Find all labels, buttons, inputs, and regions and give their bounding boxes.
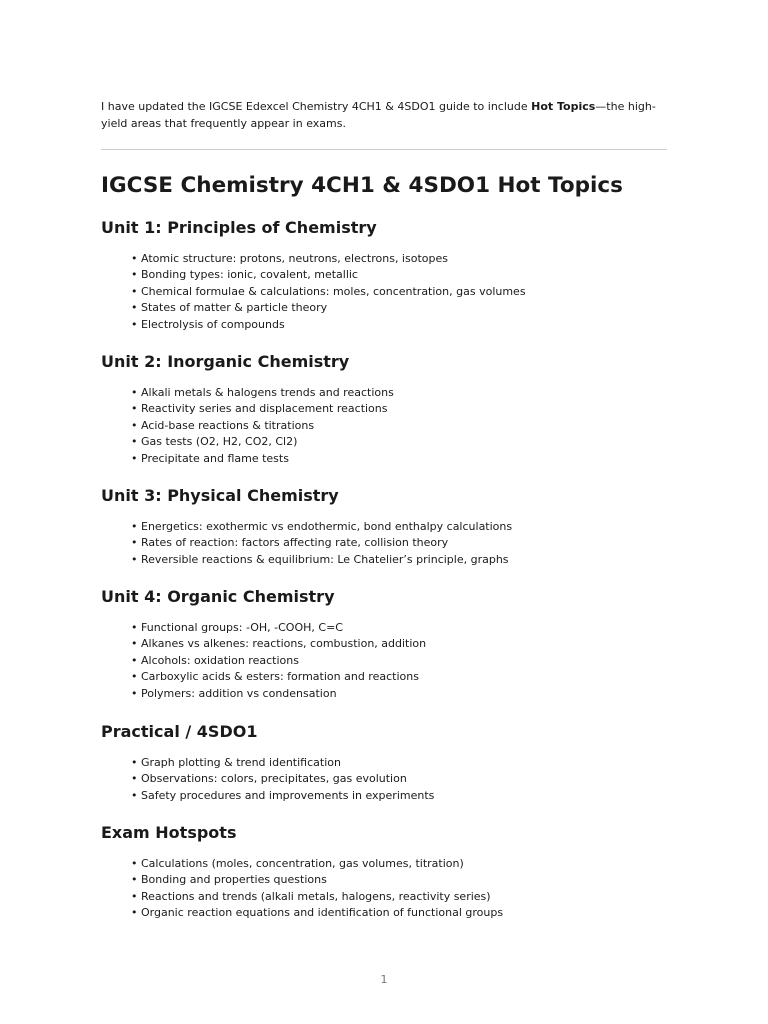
list-item: • Acid-base reactions & titrations xyxy=(131,418,671,434)
section-exam-hotspots xyxy=(101,822,667,920)
list-item: • Bonding and properties questions xyxy=(131,872,671,888)
horizontal-divider xyxy=(101,149,667,150)
document-title: IGCSE Chemistry 4CH1 & 4SDO1 Hot Topics xyxy=(101,173,623,198)
intro-text-bold: Hot Topics xyxy=(531,100,596,113)
section-unit-3 xyxy=(101,485,667,566)
list-item: • Calculations (moles, concentration, gas volumes, titration) xyxy=(131,856,671,872)
list-item: • Reactivity series and displacement reactions xyxy=(131,401,671,417)
bullet-list xyxy=(131,856,671,922)
list-item: • Functional groups: -OH, -COOH, C=C xyxy=(131,620,671,636)
list-item: • Observations: colors, precipitates, gas evolution xyxy=(131,771,671,787)
page-number: 1 xyxy=(380,973,388,986)
list-item: • Reversible reactions & equilibrium: Le Chatelier’s principle, graphs xyxy=(131,552,671,568)
list-item: • Alkali metals & halogens trends and reactions xyxy=(131,385,671,401)
section-heading: Unit 3: Physical Chemistry xyxy=(101,486,339,505)
list-item: • Rates of reaction: factors affecting rate, collision theory xyxy=(131,535,671,551)
list-item: • Bonding types: ionic, covalent, metallic xyxy=(131,267,671,283)
bullet-list xyxy=(131,385,671,467)
section-heading: Unit 1: Principles of Chemistry xyxy=(101,218,377,237)
list-item: • Energetics: exothermic vs endothermic, bond enthalpy calculations xyxy=(131,519,671,535)
bullet-list xyxy=(131,251,671,333)
intro-text-after: —the high-yield areas that frequently appear in exams. xyxy=(101,100,656,130)
list-item: • Graph plotting & trend identification xyxy=(131,755,671,771)
list-item: • Safety procedures and improvements in experiments xyxy=(131,788,671,804)
intro-paragraph xyxy=(101,98,671,132)
section-unit-4 xyxy=(101,586,667,700)
list-item: • Gas tests (O2, H2, CO2, Cl2) xyxy=(131,434,671,450)
section-heading: Unit 4: Organic Chemistry xyxy=(101,587,335,606)
bullet-list xyxy=(131,519,671,568)
section-heading: Unit 2: Inorganic Chemistry xyxy=(101,352,350,371)
list-item: • Chemical formulae & calculations: moles, concentration, gas volumes xyxy=(131,284,671,300)
list-item: • Precipitate and flame tests xyxy=(131,451,671,467)
section-unit-1 xyxy=(101,217,667,331)
list-item: • Organic reaction equations and identification of functional groups xyxy=(131,905,671,921)
list-item: • Reactions and trends (alkali metals, halogens, reactivity series) xyxy=(131,889,671,905)
bullet-list xyxy=(131,755,671,804)
intro-text-before: I have updated the IGCSE Edexcel Chemistry 4CH1 & 4SDO1 guide to include xyxy=(101,100,532,113)
list-item: • Polymers: addition vs condensation xyxy=(131,686,671,702)
list-item: • Alcohols: oxidation reactions xyxy=(131,653,671,669)
section-heading: Exam Hotspots xyxy=(101,823,237,842)
section-practical xyxy=(101,721,667,802)
list-item: • Carboxylic acids & esters: formation and reactions xyxy=(131,669,671,685)
section-heading: Practical / 4SDO1 xyxy=(101,722,258,741)
list-item: • Electrolysis of compounds xyxy=(131,317,671,333)
list-item: • States of matter & particle theory xyxy=(131,300,671,316)
section-unit-2 xyxy=(101,351,667,465)
list-item: • Alkanes vs alkenes: reactions, combustion, addition xyxy=(131,636,671,652)
list-item: • Atomic structure: protons, neutrons, electrons, isotopes xyxy=(131,251,671,267)
bullet-list xyxy=(131,620,671,702)
